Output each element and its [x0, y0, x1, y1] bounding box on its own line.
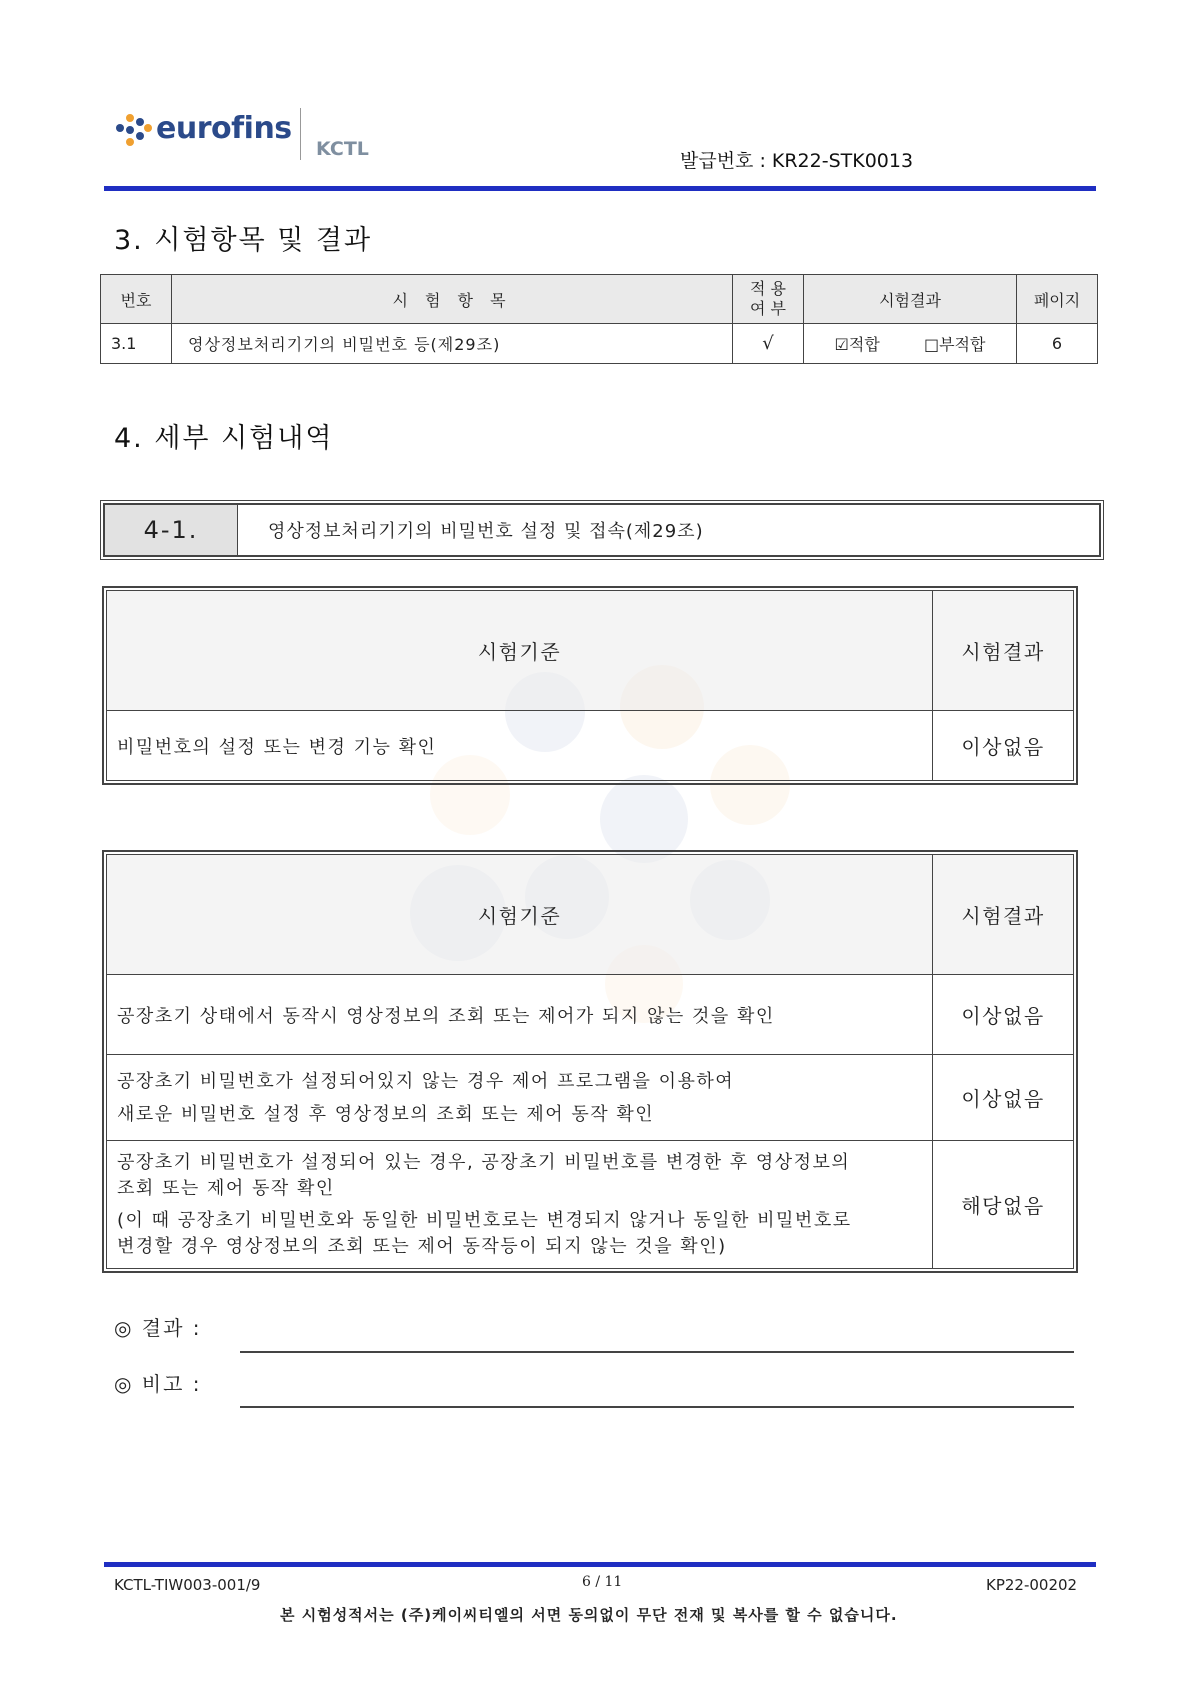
- pass-checkbox[interactable]: ☑적합: [834, 335, 880, 354]
- table-row: [107, 711, 1074, 781]
- criteria-cell: 비밀번호의 설정 또는 변경 기능 확인: [107, 711, 933, 781]
- result-cell: 이상없음: [933, 975, 1074, 1055]
- logo-text: eurofins: [156, 110, 292, 146]
- result-label: ◎ 결과 :: [114, 1316, 202, 1340]
- criteria-line: (이 때 공장초기 비밀번호와 동일한 비밀번호로는 변경되지 않거나 동일한 비밀번호로: [117, 1209, 852, 1231]
- criteria-line: 공장초기 비밀번호가 설정되어있지 않는 경우 제어 프로그램을 이용하여: [117, 1070, 735, 1092]
- header-rule: [104, 186, 1096, 191]
- col-applicable-line2: 여 부: [750, 299, 786, 318]
- row-page: 6: [1017, 324, 1098, 364]
- remark-line: [240, 1406, 1074, 1408]
- criteria-line: 변경할 경우 영상정보의 조회 또는 제어 동작등이 되지 않는 것을 확인): [117, 1235, 727, 1257]
- criteria-table-1: [102, 586, 1078, 785]
- row-result: [804, 324, 1017, 364]
- result-header: 시험결과: [933, 855, 1074, 975]
- fail-checkbox[interactable]: □부적합: [923, 335, 986, 354]
- criteria-line: 공장초기 비밀번호가 설정되어 있는 경우, 공장초기 비밀번호를 변경한 후 영상정보의: [117, 1151, 851, 1173]
- eurofins-logo: [112, 96, 292, 160]
- footer-rule: [104, 1562, 1096, 1567]
- result-line: [240, 1351, 1074, 1353]
- criteria-table-2: [102, 850, 1078, 1273]
- table-row: [107, 1055, 1074, 1141]
- row-item: 영상정보처리기기의 비밀번호 등(제29조): [172, 324, 733, 364]
- row-applicable: √: [733, 324, 804, 364]
- kctl-label: KCTL: [316, 138, 369, 160]
- result-cell: 이상없음: [933, 1055, 1074, 1141]
- result-cell: 해당없음: [933, 1141, 1074, 1269]
- subsection-box: [103, 503, 1101, 557]
- col-number: 번호: [101, 275, 172, 324]
- col-result: 시험결과: [804, 275, 1017, 324]
- remark-label: ◎ 비고 :: [114, 1372, 202, 1396]
- criteria-header: 시험기준: [107, 591, 933, 711]
- subsection-title: 영상정보처리기기의 비밀번호 설정 및 접속(제29조): [268, 521, 704, 542]
- row-number: 3.1: [101, 324, 172, 364]
- result-header: 시험결과: [933, 591, 1074, 711]
- result-cell: 이상없음: [933, 711, 1074, 781]
- criteria-cell: [107, 1141, 933, 1269]
- form-code: KCTL-TIW003-001/9: [114, 1576, 261, 1594]
- criteria-cell: [107, 1055, 933, 1141]
- page-number: 6 / 11: [582, 1574, 623, 1590]
- section3-title: 3. 시험항목 및 결과: [114, 225, 373, 256]
- eurofins-dots-icon: [112, 108, 152, 148]
- doc-code: KP22-00202: [986, 1576, 1078, 1594]
- subsection-number: 4-1.: [105, 505, 238, 555]
- col-page: 페이지: [1017, 275, 1098, 324]
- logo-separator: [300, 108, 301, 160]
- table-row: [107, 1141, 1074, 1269]
- criteria-cell: 공장초기 상태에서 동작시 영상정보의 조회 또는 제어가 되지 않는 것을 확인: [107, 975, 933, 1055]
- criteria-line: 새로운 비밀번호 설정 후 영상정보의 조회 또는 제어 동작 확인: [117, 1103, 655, 1125]
- table-row: [107, 975, 1074, 1055]
- col-applicable-line1: 적 용: [750, 279, 786, 298]
- criteria-line: 조회 또는 제어 동작 확인: [117, 1177, 335, 1199]
- section4-title: 4. 세부 시험내역: [114, 423, 334, 454]
- summary-table: [100, 274, 1098, 364]
- col-applicable: [733, 275, 804, 324]
- col-item: 시 험 항 목: [172, 275, 733, 324]
- issue-number: 발급번호 : KR22-STK0013: [680, 150, 914, 172]
- copyright-notice: 본 시험성적서는 (주)케이씨티엘의 서면 동의없이 무단 전재 및 복사를 할 수 없습니다.: [280, 1606, 898, 1624]
- table-row: [101, 324, 1098, 364]
- criteria-header: 시험기준: [107, 855, 933, 975]
